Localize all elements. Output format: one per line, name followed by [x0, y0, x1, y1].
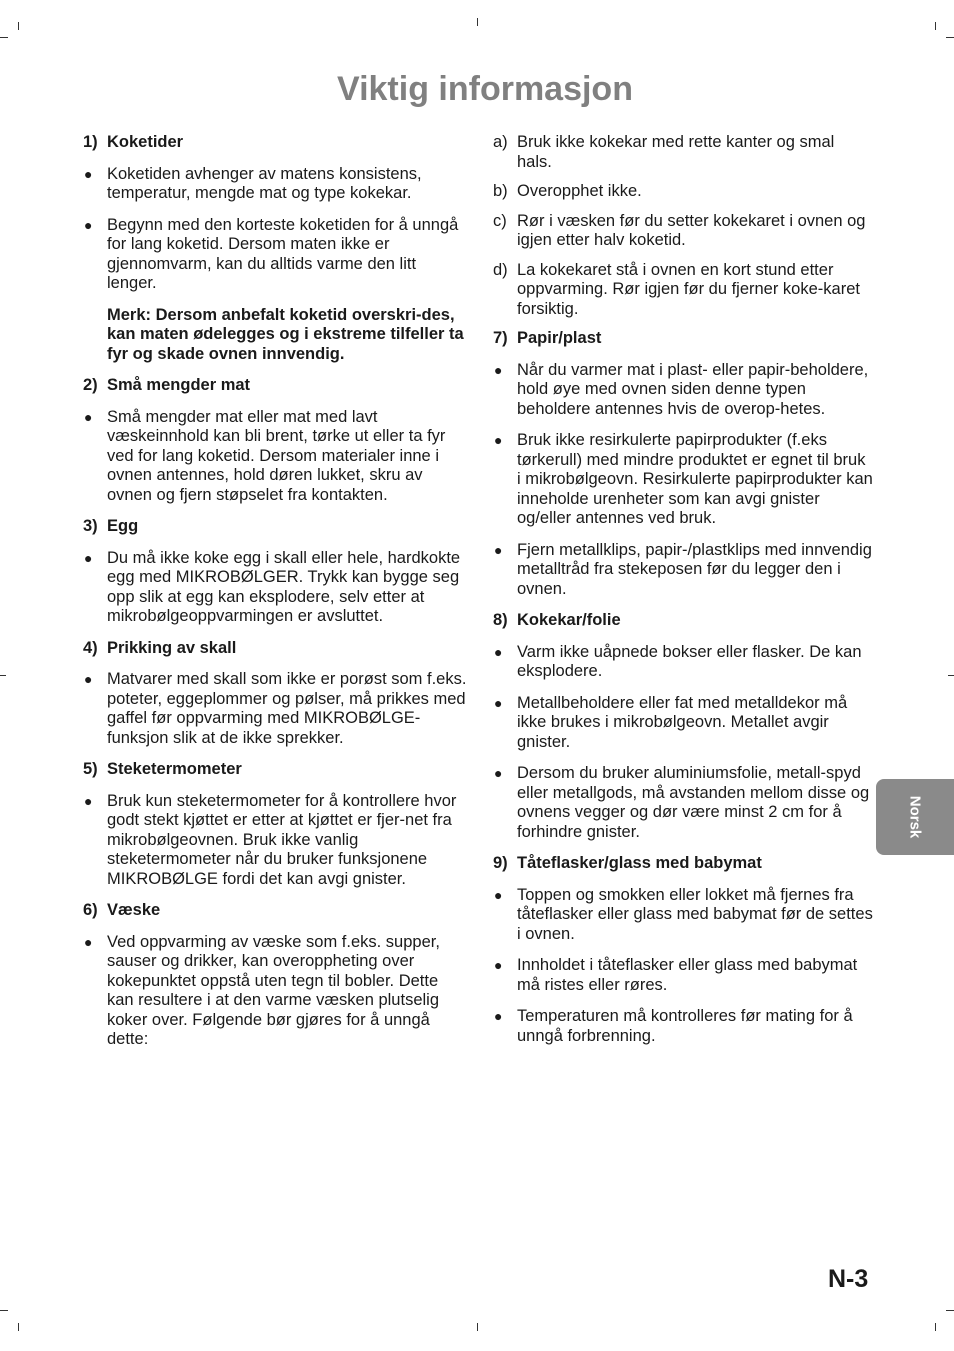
section-number: 7): [493, 329, 508, 347]
lettered-item: [493, 133, 873, 172]
lettered-item: [493, 261, 873, 320]
crop-mark: [18, 1323, 19, 1331]
left-column: [83, 133, 468, 1062]
bullet-icon: ●: [84, 216, 93, 233]
section-title: Væske: [107, 901, 161, 919]
bullet-item: [493, 764, 873, 842]
bullet-text: Ved oppvarming av væske som f.eks. supper, sauser og drikker, kan overoppheting over kokepunktet oppstå uten tegn til bobler. Dette kan resultere i at den varme væsken plutselig koker over. Følgende bør gjøres for å unngå dette:: [107, 932, 440, 1048]
bullet-item: [83, 792, 468, 890]
language-tab-label: Norsk: [906, 795, 924, 839]
section-title: Kokekar/folie: [517, 611, 621, 629]
bullet-item: [493, 694, 873, 753]
section-number: 9): [493, 854, 508, 872]
section-heading: [493, 854, 873, 874]
bullet-item: [493, 431, 873, 529]
item-letter: a): [493, 133, 508, 151]
warning-note: Merk: Dersom anbefalt koketid overskri-des, kan maten ødelegges og i ekstreme tilfeller ta fyr og skade ovnen innvendig.: [107, 305, 464, 363]
bullet-item: [493, 886, 873, 945]
bullet-text: Varm ikke uåpnede bokser eller flasker. De kan eksplodere.: [517, 642, 862, 680]
crop-mark: [948, 675, 954, 676]
crop-mark: [0, 37, 8, 38]
bullet-text: Fjern metallklips, papir-/plastklips med innvendig metalltråd fra stekeposen før du legger den i ovnen.: [517, 540, 872, 598]
section-title: Egg: [107, 517, 139, 535]
bullet-icon: ●: [84, 408, 93, 425]
bullet-item: [493, 361, 873, 420]
section-heading: [83, 901, 468, 921]
section-number: 1): [83, 133, 98, 151]
bullet-text: Temperaturen må kontrolleres før mating for å unngå forbrenning.: [517, 1007, 853, 1045]
bullet-text: Når du varmer mat i plast- eller papir-beholdere, hold øye med ovnen siden denne typen beholdere antennes hvis de overop-hetes.: [517, 360, 869, 418]
page-number: N-3: [828, 1265, 869, 1293]
section-title: Steketermometer: [107, 760, 242, 778]
bullet-text: Matvarer med skall som ikke er porøst som f.eks. poteter, eggeplommer og pølser, må prikkes med gaffel før oppvarming med MIKROBØLGE-funksjon slik at de ikke sprekker.: [107, 670, 467, 747]
section-heading: [493, 611, 873, 631]
crop-mark: [0, 1310, 8, 1311]
bullet-item: [493, 643, 873, 682]
bullet-icon: ●: [494, 957, 503, 973]
section-heading: [493, 329, 873, 349]
bullet-item: [83, 216, 468, 294]
bullet-item: [83, 408, 468, 506]
section-title: Tåteflasker/glass med babymat: [517, 854, 762, 872]
section-number: 6): [83, 901, 98, 919]
section-title: Papir/plast: [517, 329, 602, 347]
bullet-icon: ●: [494, 432, 503, 448]
bullet-icon: ●: [494, 694, 503, 711]
section-title: Små mengder mat: [107, 376, 251, 394]
bullet-item: [83, 670, 468, 748]
crop-mark: [477, 1323, 478, 1331]
bullet-icon: ●: [84, 933, 93, 950]
section-heading: [83, 376, 468, 396]
crop-mark: [935, 1323, 936, 1331]
right-column: [493, 133, 873, 1058]
bullet-item: [83, 549, 468, 627]
item-letter: c): [493, 211, 507, 230]
crop-mark: [935, 22, 936, 30]
bullet-icon: ●: [84, 792, 93, 809]
bullet-item: [493, 1007, 873, 1046]
language-tab: [876, 779, 954, 855]
bullet-icon: ●: [494, 541, 503, 558]
bullet-text: Små mengder mat eller mat med lavt væskeinnhold kan bli brent, tørke ut eller ta fyr ved for lang koketid. Dersom materialer inne i ovnen antennes, hold døren lukket, skru av ovnen og fjern støpselet fra kontakten.: [107, 407, 446, 504]
bullet-icon: ●: [494, 643, 503, 660]
section-heading: [83, 517, 468, 537]
bullet-item: [493, 541, 873, 600]
bullet-item: [493, 956, 873, 995]
bullet-icon: ●: [84, 549, 93, 566]
bullet-icon: ●: [494, 765, 503, 781]
item-text: Bruk ikke kokekar med rette kanter og smal hals.: [517, 133, 835, 171]
crop-mark: [477, 18, 478, 26]
bullet-text: Du må ikke koke egg i skall eller hele, hardkokte egg med MIKROBØLGER. Trykk kan bygge seg opp slik at egg kan eksplodere, selv etter at mikrobølgeoppvarmingen er avsluttet.: [107, 548, 461, 625]
item-text: La kokekaret stå i ovnen en kort stund etter oppvarming. Rør igjen før du fjerner koke-karet forsiktig.: [517, 260, 860, 318]
bullet-text: Metallbeholdere eller fat med metalldekor må ikke brukes i mikrobølgeovn. Metallet avgir gnister.: [517, 693, 848, 751]
crop-mark: [946, 37, 954, 38]
item-text: Rør i væsken før du setter kokekaret i ovnen og igjen etter halv koketid.: [517, 211, 866, 249]
bullet-text: Innholdet i tåteflasker eller glass med babymat må ristes eller røres.: [517, 956, 858, 994]
section-heading: [83, 133, 468, 153]
bullet-icon: ●: [84, 165, 93, 182]
section-title: Prikking av skall: [107, 638, 237, 657]
section-heading: [83, 639, 468, 659]
page-title: Viktig informasjon: [337, 70, 633, 108]
bullet-text: Koketiden avhenger av matens konsistens, temperatur, mengde mat og type kokekar.: [107, 164, 422, 202]
bullet-item: [83, 933, 468, 1050]
crop-mark: [18, 22, 19, 30]
item-letter: d): [493, 260, 508, 279]
bullet-icon: ●: [84, 671, 93, 687]
lettered-item: [493, 182, 873, 202]
bullet-icon: ●: [494, 886, 503, 903]
item-letter: b): [493, 182, 508, 200]
item-text: Overopphet ikke.: [517, 182, 642, 200]
section-number: 4): [83, 638, 98, 657]
bullet-text: Bruk kun steketermometer for å kontrollere hvor godt stekt kjøttet er etter at kjøttet er fjer-net fra mikrobølgeovnen. Bruk ikke vanlig steketermometer når du bruker funksjonene MIKROBØLGE fordi det kan avgi gnister.: [107, 791, 457, 888]
section-number: 5): [83, 760, 98, 778]
section-number: 2): [83, 376, 98, 394]
bullet-icon: ●: [494, 1008, 503, 1024]
lettered-item: [493, 212, 873, 251]
section-number: 8): [493, 611, 508, 629]
bullet-icon: ●: [494, 361, 503, 378]
crop-mark: [946, 1310, 954, 1311]
section-heading: [83, 760, 468, 780]
bullet-text: Bruk ikke resirkulerte papirprodukter (f.eks tørkerull) med mindre produktet er egnet til bruk i mikrobølgeovn. Resirkulerte papirprodukter kan inneholde urenheter som kan avgi gnister og/eller antennes ved bruk.: [517, 431, 873, 527]
bullet-text: Dersom du bruker aluminiumsfolie, metall-spyd eller metallgods, må avstanden mellom disse og ovnens vegger og dør være minst 2 cm for å forhindre gnister.: [517, 764, 870, 841]
crop-mark: [0, 675, 6, 676]
bullet-item: [83, 165, 468, 204]
section-number: 3): [83, 517, 98, 535]
section-title: Koketider: [107, 133, 184, 151]
bullet-text: Toppen og smokken eller lokket må fjernes fra tåteflasker eller glass med babymat før de settes i ovnen.: [517, 885, 873, 943]
bullet-text: Begynn med den korteste koketiden for å unngå for lang koketid. Dersom maten ikke er gjennomvarm, kan du alltids varme den litt lenger.: [107, 215, 459, 292]
